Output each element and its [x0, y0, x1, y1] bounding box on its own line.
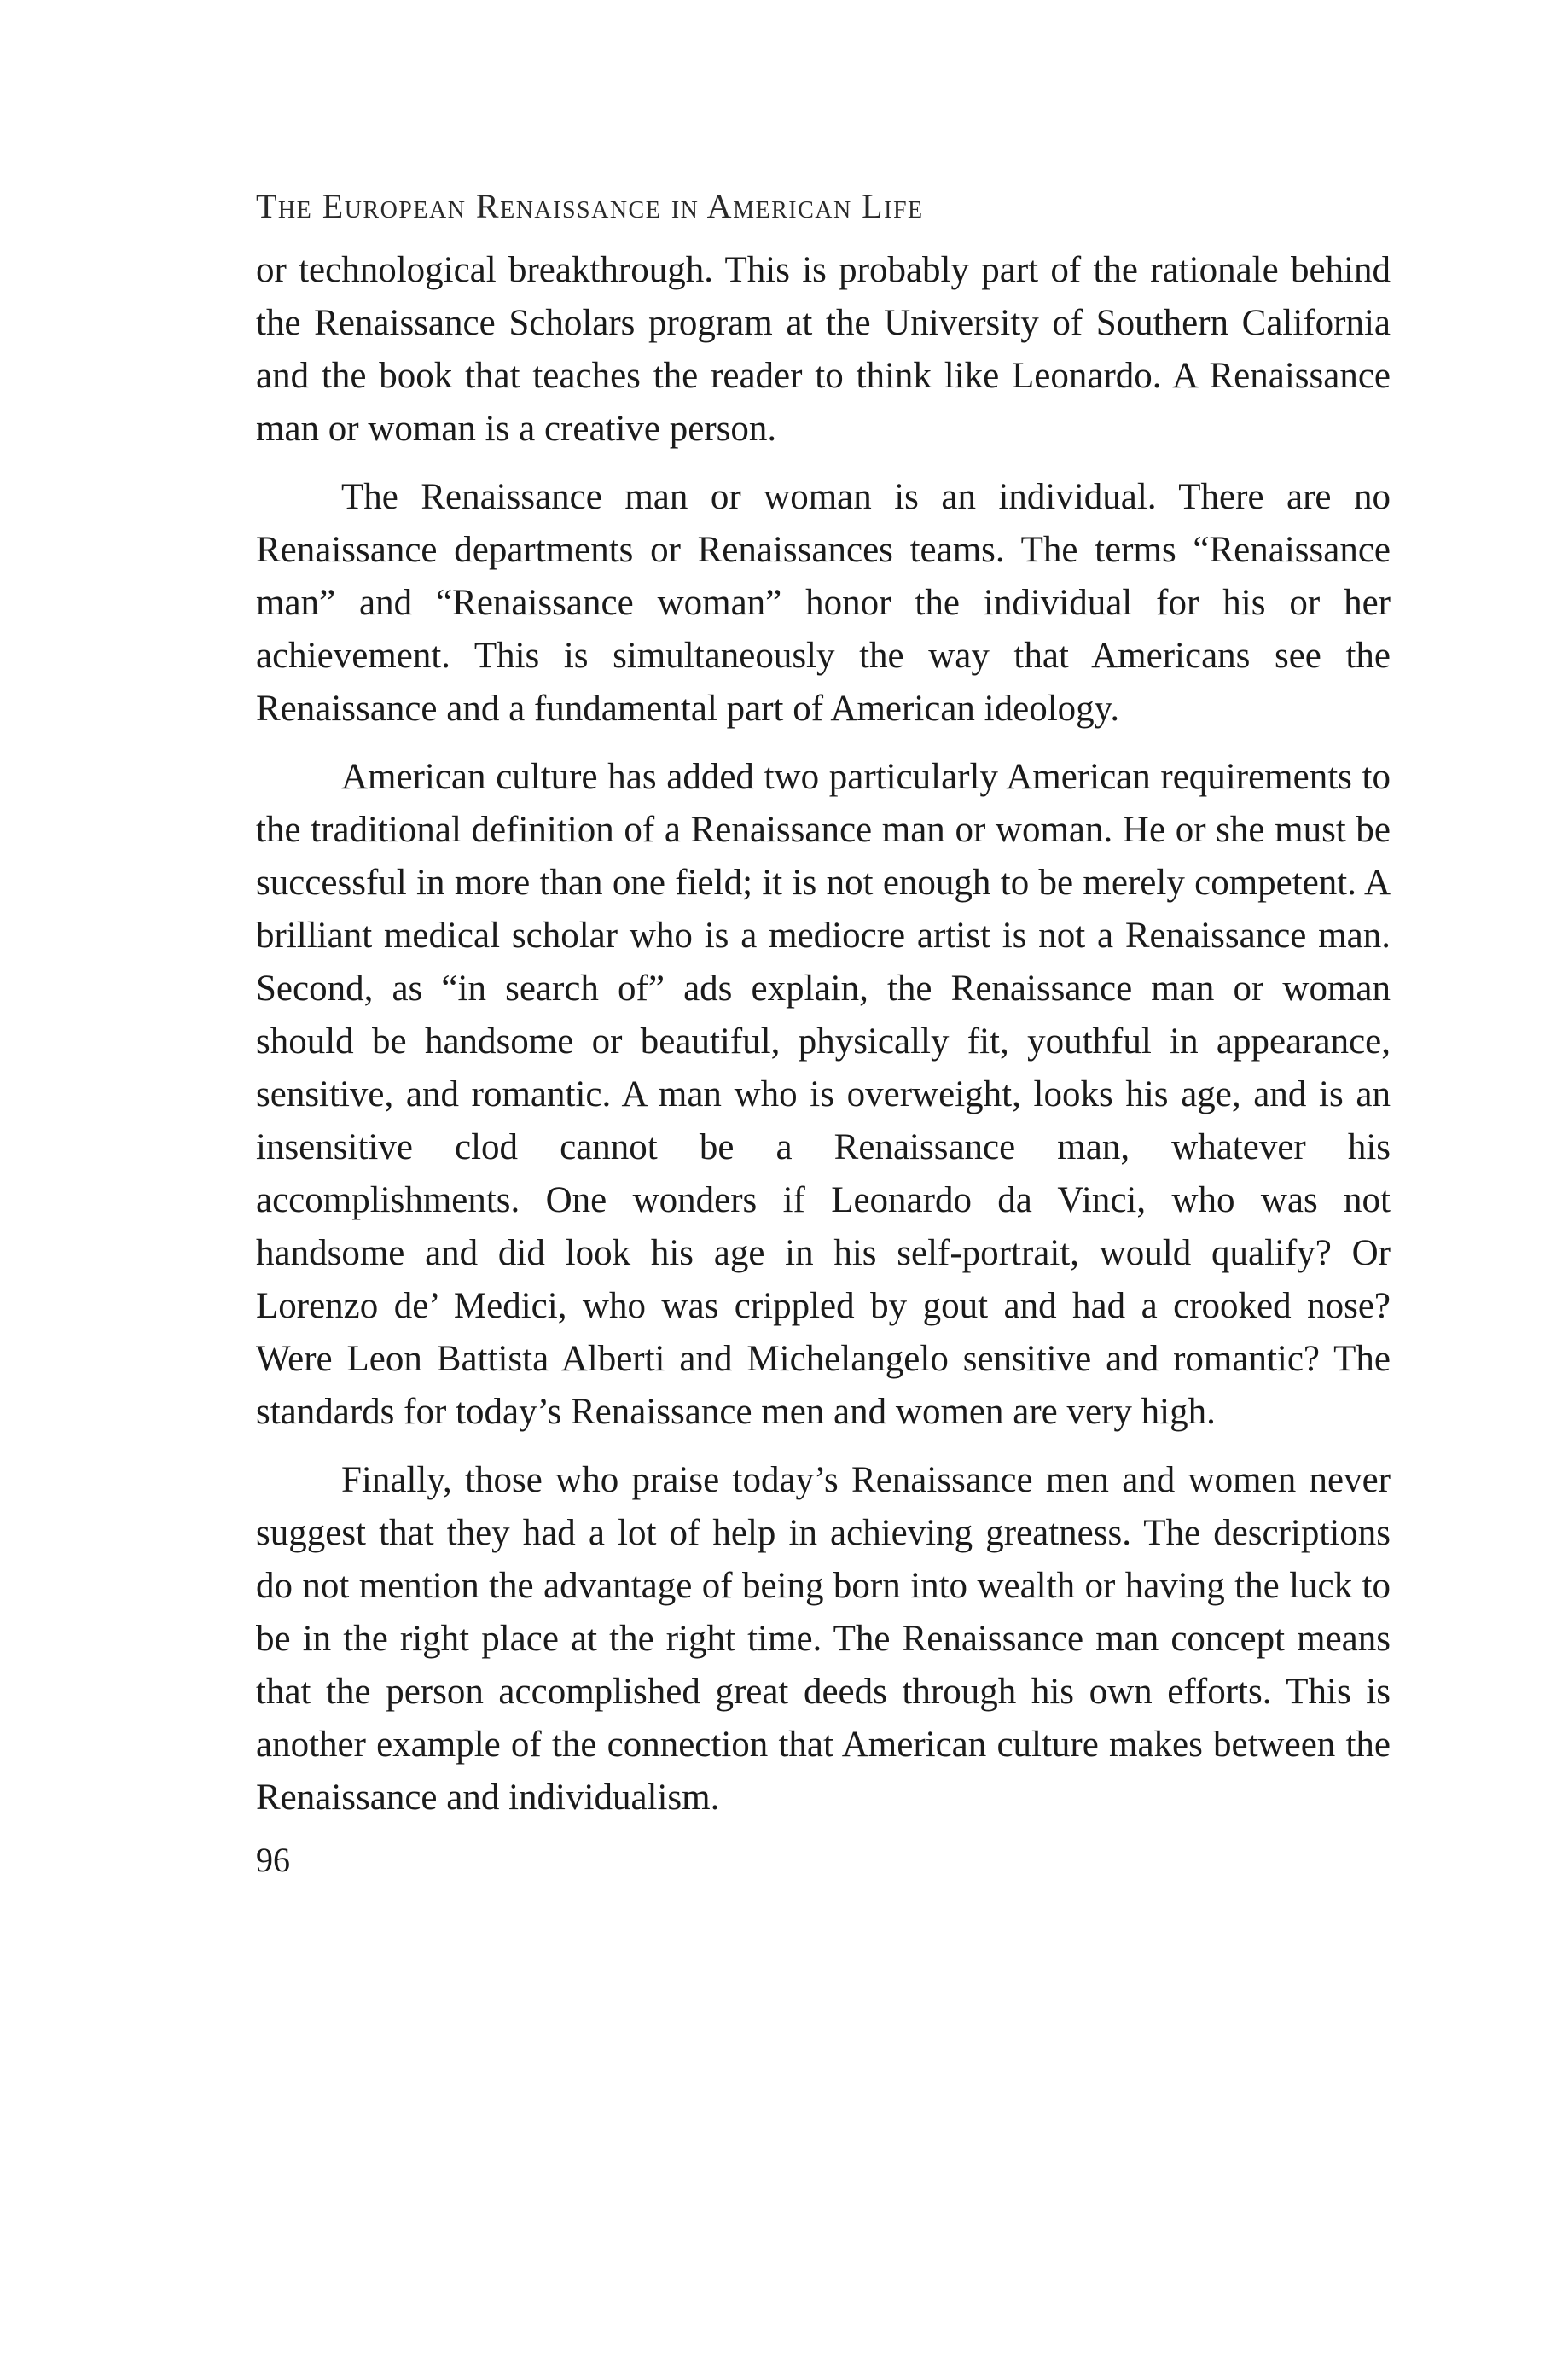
book-page: [256, 186, 1391, 1881]
body-text: [256, 244, 1391, 1824]
running-head: The European Renaissance in American Life: [256, 187, 924, 225]
paragraph-individual: The Renaissance man or woman is an individual. There are no Renaissance departments or Renaissances teams. The terms “Renaissance man” and “Renaissance woman” honor the individual for his or her achievement. This is simultaneously the way that Americans see the Renaissance and a fundamental part of American ideology.: [256, 477, 1391, 729]
paragraph-american-requirements: American culture has added two particularly American requirements to the traditional definition of a Renaissance man or woman. He or she must be successful in more than one field; it is not enough to be merely competent. A brilliant medical scholar who is a mediocre artist is not a Renaissance man. Second, as “in search of” ads explain, the Renaissance man or woman should be handsome or beautiful, physically fit, youthful in appearance, sensitive, and romantic. A man who is overweight, looks his age, and is an insensitive clod cannot be a Renaissance man, whatever his accomplishments. One wonders if Leonardo da Vinci, who was not handsome and did look his age in his self-portrait, would qualify? Or Lorenzo de’ Medici, who was crippled by gout and had a crooked nose? Were Leon Battista Alberti and Michelangelo sensitive and romantic? The standards for today’s Renaissance men and women are very high.: [256, 757, 1391, 1432]
paragraph-continuation: or technological breakthrough. This is probably part of the rationale behind the Renaissance Scholars program at the University of Southern California and the book that teaches the reader to think like Leonardo. A Renaissance man or woman is a creative person.: [256, 250, 1391, 449]
page-number: 96: [256, 1841, 290, 1879]
paragraph-individualism: Finally, those who praise today’s Renaissance men and women never suggest that they had a lot of help in achieving greatness. The descriptions do not mention the advantage of being born into wealth or having the luck to be in the right place at the right time. The Renaissance man concept means that the person accomplished great deeds through his own efforts. This is another example of the connection that American culture makes between the Renaissance and individualism.: [256, 1460, 1391, 1818]
